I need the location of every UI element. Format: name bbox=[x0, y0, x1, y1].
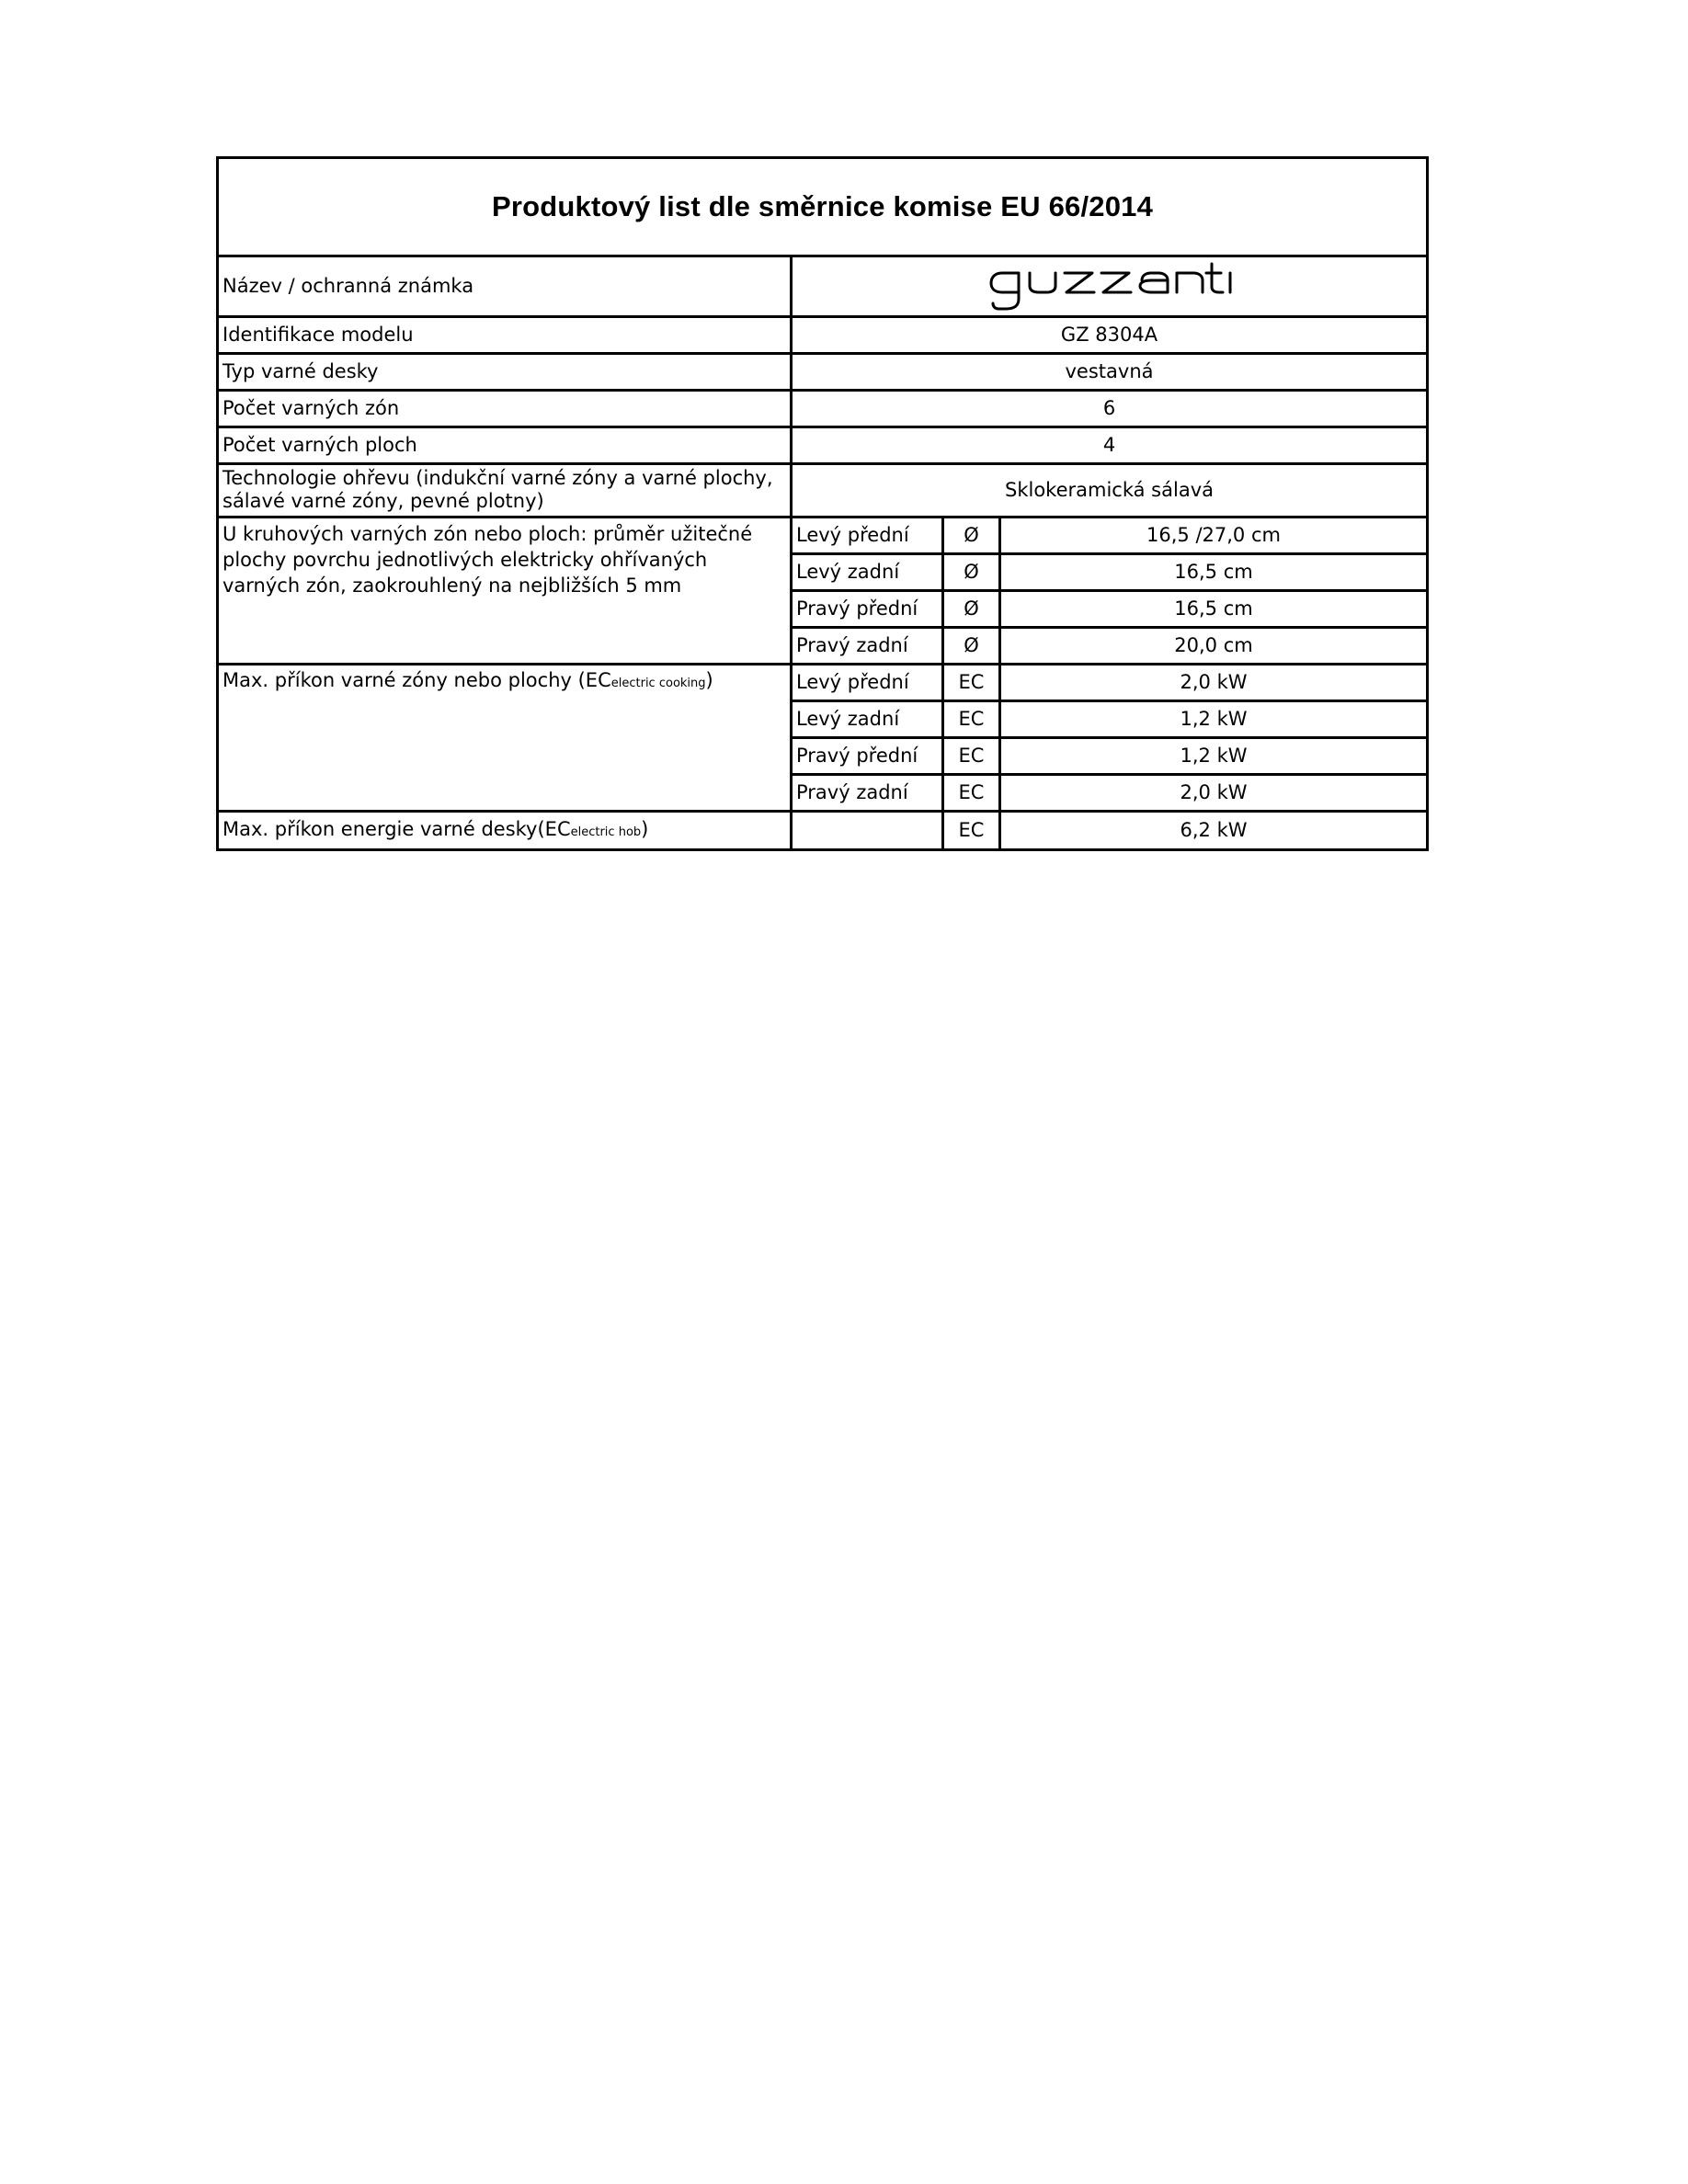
diameter-symbol-2 bbox=[944, 555, 1001, 592]
power-symbol: EC bbox=[958, 671, 985, 693]
area-count-label: Počet varných ploch bbox=[222, 434, 417, 456]
zone-name: Pravý přední bbox=[796, 745, 918, 767]
diameter-symbol-1 bbox=[944, 518, 1001, 555]
row-label-area-count bbox=[219, 428, 793, 465]
row-label-technology bbox=[219, 465, 793, 518]
row-value-hob-type bbox=[793, 355, 1426, 392]
power-value-1 bbox=[1001, 665, 1426, 702]
diameter-symbol-4 bbox=[944, 629, 1001, 665]
zone-name: Pravý zadní bbox=[796, 781, 908, 803]
diameter-label: U kruhových varných zón nebo ploch: průměr užitečné plochy povrchu jednotlivých elektricky ohřívaných varných zón, zaokrouhlený na nejbližších 5 mm bbox=[222, 523, 753, 597]
zone-name: Levý přední bbox=[796, 524, 909, 546]
brand-label: Název / ochranná známka bbox=[222, 275, 474, 297]
total-label-cell bbox=[219, 813, 793, 848]
title-row bbox=[219, 159, 1426, 257]
guzzanti-logo bbox=[986, 260, 1234, 313]
power-symbol: EC bbox=[958, 781, 985, 803]
power-symbol-3 bbox=[944, 739, 1001, 776]
total-label: Max. příkon energie varné desky(ECelectric hob) bbox=[222, 817, 649, 840]
power-symbol-1 bbox=[944, 665, 1001, 702]
diameter-value-3 bbox=[1001, 592, 1426, 629]
zone-name: Levý zadní bbox=[796, 561, 900, 583]
row-value-area-count bbox=[793, 428, 1426, 465]
power-symbol: EC bbox=[958, 745, 985, 767]
diameter-zone-3 bbox=[793, 592, 944, 629]
diameter-value: 20,0 cm bbox=[1174, 634, 1253, 656]
row-value-zone-count bbox=[793, 392, 1426, 428]
page-title: Produktový list dle směrnice komise EU 66/2014 bbox=[491, 190, 1154, 222]
total-symbol-cell bbox=[944, 813, 1001, 848]
zone-name: Pravý přední bbox=[796, 597, 918, 620]
power-symbol-4 bbox=[944, 776, 1001, 813]
diameter-zone-4 bbox=[793, 629, 944, 665]
row-label-hob-type bbox=[219, 355, 793, 392]
diameter-symbol: Ø bbox=[964, 634, 979, 656]
power-value-4 bbox=[1001, 776, 1426, 813]
power-zone-2 bbox=[793, 702, 944, 739]
hob-type-label: Typ varné desky bbox=[222, 360, 379, 382]
power-symbol: EC bbox=[958, 708, 985, 730]
zone-name: Levý zadní bbox=[796, 708, 900, 730]
row-value-technology bbox=[793, 465, 1426, 518]
total-value: 6,2 kW bbox=[1180, 819, 1248, 841]
diameter-symbol-3 bbox=[944, 592, 1001, 629]
power-value-3 bbox=[1001, 739, 1426, 776]
power-zone-1 bbox=[793, 665, 944, 702]
diameter-value: 16,5 cm bbox=[1174, 597, 1253, 620]
power-label: Max. příkon varné zóny nebo plochy (ECelectric cooking) bbox=[222, 669, 713, 691]
total-symbol: EC bbox=[958, 819, 985, 841]
total-value-cell bbox=[1001, 813, 1426, 848]
power-zone-3 bbox=[793, 739, 944, 776]
diameter-value-4 bbox=[1001, 629, 1426, 665]
zone-count-label: Počet varných zón bbox=[222, 397, 400, 419]
total-empty-cell bbox=[793, 813, 944, 848]
area-count-value: 4 bbox=[1102, 434, 1116, 456]
diameter-symbol: Ø bbox=[964, 597, 979, 620]
zone-count-value: 6 bbox=[1102, 397, 1116, 419]
diameter-value-2 bbox=[1001, 555, 1426, 592]
diameter-zone-1 bbox=[793, 518, 944, 555]
hob-type-value: vestavná bbox=[1065, 360, 1154, 382]
zone-name: Pravý zadní bbox=[796, 634, 908, 656]
row-label-model bbox=[219, 318, 793, 355]
zone-name: Levý přední bbox=[796, 671, 909, 693]
power-value: 2,0 kW bbox=[1180, 781, 1248, 803]
diameter-value-1 bbox=[1001, 518, 1426, 555]
diameter-value: 16,5 /27,0 cm bbox=[1146, 524, 1281, 546]
diameter-symbol: Ø bbox=[964, 524, 979, 546]
model-label: Identifikace modelu bbox=[222, 324, 414, 346]
power-value: 2,0 kW bbox=[1180, 671, 1248, 693]
power-value: 1,2 kW bbox=[1180, 708, 1248, 730]
power-symbol-2 bbox=[944, 702, 1001, 739]
product-sheet-table bbox=[216, 156, 1429, 851]
diameter-symbol: Ø bbox=[964, 561, 979, 583]
power-value-2 bbox=[1001, 702, 1426, 739]
diameter-label-cell bbox=[219, 518, 793, 665]
diameter-value: 16,5 cm bbox=[1174, 561, 1253, 583]
power-label-cell bbox=[219, 665, 793, 813]
brand-label-cell bbox=[219, 257, 793, 318]
brand-logo-cell bbox=[793, 257, 1426, 318]
power-zone-4 bbox=[793, 776, 944, 813]
model-value: GZ 8304A bbox=[1060, 324, 1158, 346]
power-value: 1,2 kW bbox=[1180, 745, 1248, 767]
technology-label: Technologie ohřevu (indukční varné zóny a varné plochy, sálavé varné zóny, pevné plotny) bbox=[222, 467, 773, 512]
technology-value: Sklokeramická sálavá bbox=[1005, 479, 1214, 501]
row-label-zone-count bbox=[219, 392, 793, 428]
diameter-zone-2 bbox=[793, 555, 944, 592]
row-value-model bbox=[793, 318, 1426, 355]
